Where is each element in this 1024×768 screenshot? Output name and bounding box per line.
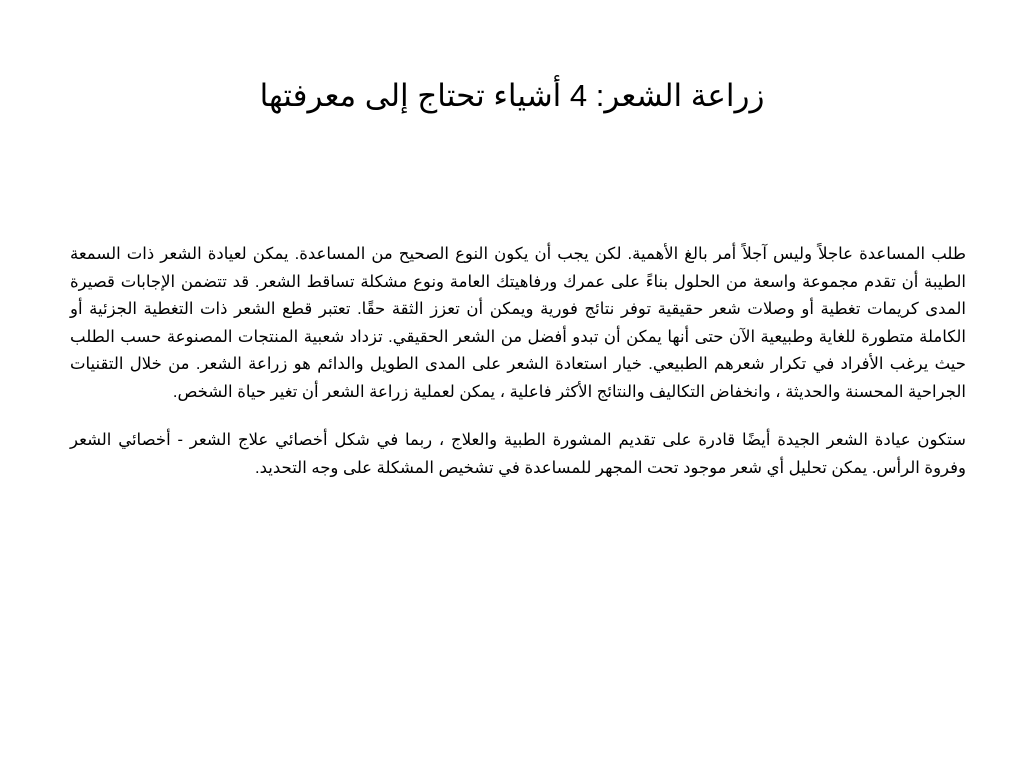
body-paragraph-2: ستكون عيادة الشعر الجيدة أيضًا قادرة على تقديم المشورة الطبية والعلاج ، ربما في شكل أخصائي علاج الشعر - أخصائي الشعر وفروة الرأس. يمكن تحليل أي شعر موجود تحت المجهر للمساعدة في تشخيص المشكلة على وجه التحديد. <box>70 431 966 477</box>
slide-body <box>70 241 966 503</box>
slide-title: زراعة الشعر: 4 أشياء تحتاج إلى معرفتها <box>259 78 765 113</box>
body-paragraph-1: طلب المساعدة عاجلاً وليس آجلاً أمر بالغ الأهمية. لكن يجب أن يكون النوع الصحيح من المساعدة. يمكن لعيادة الشعر ذات السمعة الطيبة أن تقدم مجموعة واسعة من الحلول بناءً على عمرك ورفاهيتك العامة ونوع مشكلة تساقط الشعر. قد تتضمن الإجابات قصيرة المدى كريمات تغطية أو وصلات شعر حقيقية توفر نتائج فورية ويمكن أن تعزز الثقة حقًا. تعتبر قطع الشعر ذات التغطية الجزئية أو الكاملة متطورة للغاية وطبيعية الآن حتى أنها يمكن أن تبدو أفضل من الشعر الحقيقي. تزداد شعبية المنتجات المصنوعة حسب الطلب حيث يرغب الأفراد في تكرار شعرهم الطبيعي. خيار استعادة الشعر على المدى الطويل والدائم هو زراعة الشعر. من خلال التقنيات الجراحية المحسنة والحديثة ، وانخفاض التكاليف والنتائج الأكثر فاعلية ، يمكن لعملية زراعة الشعر أن تغير حياة الشخص. <box>70 245 966 401</box>
